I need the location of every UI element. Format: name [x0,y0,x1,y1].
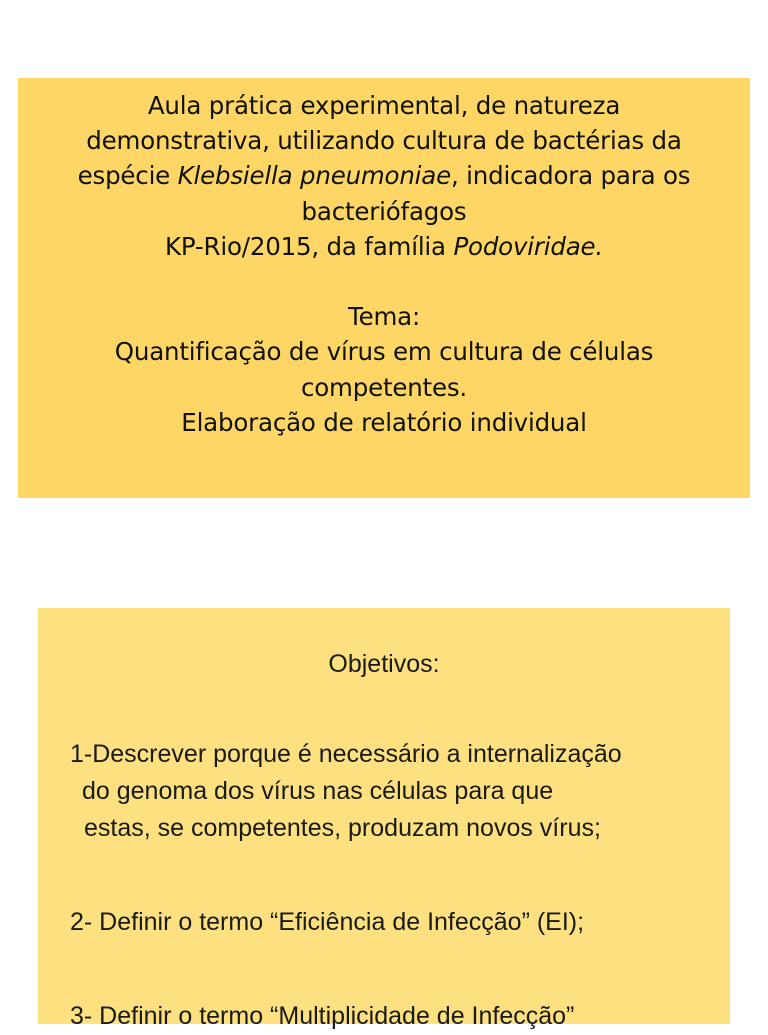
intro-line-1: Aula prática experimental, de natureza [147,91,621,120]
tema-label: Tema: [347,302,420,332]
family-name: Podoviridae. [453,231,603,261]
intro-line-4: bacteriófagos [301,196,467,226]
objective-3-line-1: 3- Definir o termo “Multiplicidade de Infecção” [70,1002,575,1030]
intro-line-5-prefix: KP-Rio/2015, da família [165,231,454,261]
objectives-box [38,608,730,1030]
objective-1-line-1: 1-Descrever porque é necessário a internalização [70,740,622,768]
intro-line-3-suffix: , indicadora para os [450,161,691,191]
intro-spacer [18,264,750,299]
intro-line-5 [18,229,750,264]
objective-item-1 [70,736,622,847]
intro-line-3-prefix: espécie [77,161,178,191]
objective-item-3 [70,998,574,1035]
intro-box [18,78,750,498]
tema-line-2: competentes. [301,372,467,402]
objective-item-2 [70,904,584,941]
species-name: Klebsiella pneumoniae [177,161,451,191]
objective-1-line-2: do genoma dos vírus nas células para que [82,777,554,805]
objectives-title: Objetivos: [328,650,440,678]
objective-1-line-3: estas, se competentes, produzam novos vírus; [84,814,601,842]
tema-line-3: Elaboração de relatório individual [181,407,587,437]
intro-line-2: demonstrativa, utilizando cultura de bactérias da [86,126,682,156]
objective-2-line-1: 2- Definir o termo “Eficiência de Infecção” (EI); [70,908,585,936]
intro-line-3 [18,158,750,193]
tema-line-1: Quantificação de vírus em cultura de células [114,337,654,367]
